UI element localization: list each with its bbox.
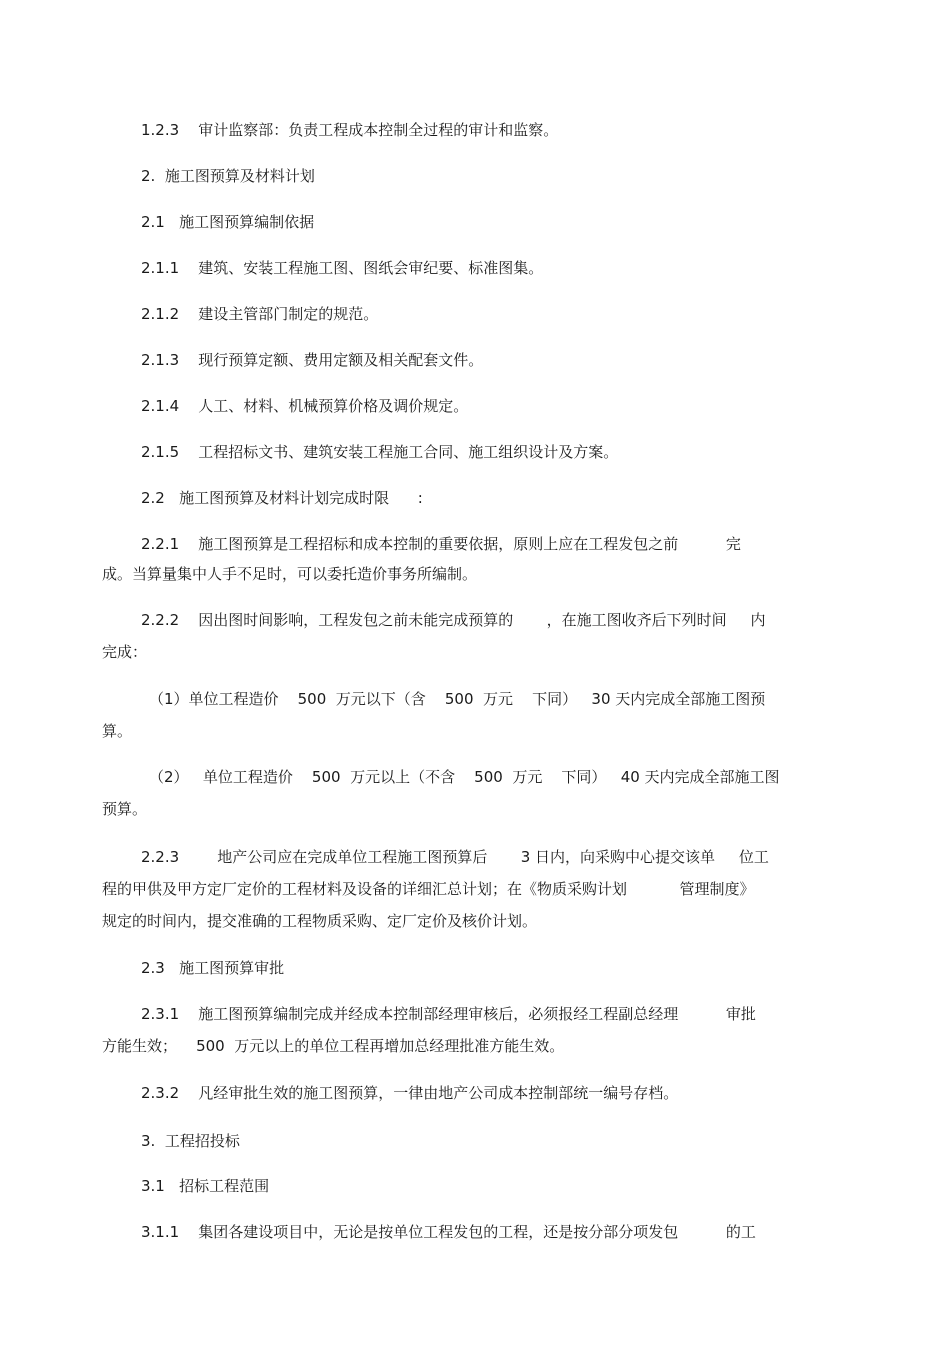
text-line: （2） 单位工程造价 500 万元以上（不含 500 万元 下同） 40 天内完成全部施工图: [149, 768, 780, 786]
text-line: 2.3.2 凡经审批生效的施工图预算，一律由地产公司成本控制部统一编号存档。: [141, 1084, 679, 1102]
text-line: 算。: [102, 722, 133, 740]
text-line: 2.1.1 建筑、安装工程施工图、图纸会审纪要、标准图集。: [141, 259, 544, 277]
text-line: 2.3.1 施工图预算编制完成并经成本控制部经理审核后，必须报经工程副总经理 审批: [141, 1005, 756, 1023]
subsection-heading: 2.1 施工图预算编制依据: [141, 213, 315, 231]
text-line: （1）单位工程造价 500 万元以下（含 500 万元 下同） 30 天内完成全部施工图预: [149, 690, 766, 708]
text-line: 3.1.1 集团各建设项目中，无论是按单位工程发包的工程，还是按分部分项发包 的工: [141, 1223, 756, 1241]
text-line: 成。当算量集中人手不足时，可以委托造价事务所编制。: [102, 565, 478, 583]
text-line: 预算。: [102, 800, 148, 818]
text-line: 方能生效； 500 万元以上的单位工程再增加总经理批准方能生效。: [102, 1037, 565, 1055]
text-line: 完成：: [102, 643, 148, 661]
text-line: 1.2.3 审计监察部：负责工程成本控制全过程的审计和监察。: [141, 121, 559, 139]
text-line: 2.1.2 建设主管部门制定的规范。: [141, 305, 379, 323]
text-line: 规定的时间内，提交准确的工程物质采购、定厂定价及核价计划。: [102, 912, 538, 930]
subsection-heading: 2.2 施工图预算及材料计划完成时限 :: [141, 489, 423, 507]
subsection-heading: 3.1 招标工程范围: [141, 1177, 270, 1195]
text-line: 2.2.1 施工图预算是工程招标和成本控制的重要依据，原则上应在工程发包之前 完: [141, 535, 741, 553]
text-line: 2.1.4 人工、材料、机械预算价格及调价规定。: [141, 397, 469, 415]
text-line: 2.1.3 现行预算定额、费用定额及相关配套文件。: [141, 351, 484, 369]
subsection-heading: 2.3 施工图预算审批: [141, 959, 285, 977]
text-line: 程的甲供及甲方定厂定价的工程材料及设备的详细汇总计划；在《物质采购计划 管理制度》: [102, 880, 755, 898]
section-heading: 3. 工程招投标: [141, 1132, 240, 1150]
text-line: 2.1.5 工程招标文书、建筑安装工程施工合同、施工组织设计及方案。: [141, 443, 619, 461]
text-line: 2.2.3 地产公司应在完成单位工程施工图预算后 3 日内，向采购中心提交该单 位工: [141, 848, 769, 866]
text-line: 2.2.2 因出图时间影响，工程发包之前未能完成预算的 ，在施工图收齐后下列时间 内: [141, 611, 766, 629]
section-heading: 2. 施工图预算及材料计划: [141, 167, 315, 185]
